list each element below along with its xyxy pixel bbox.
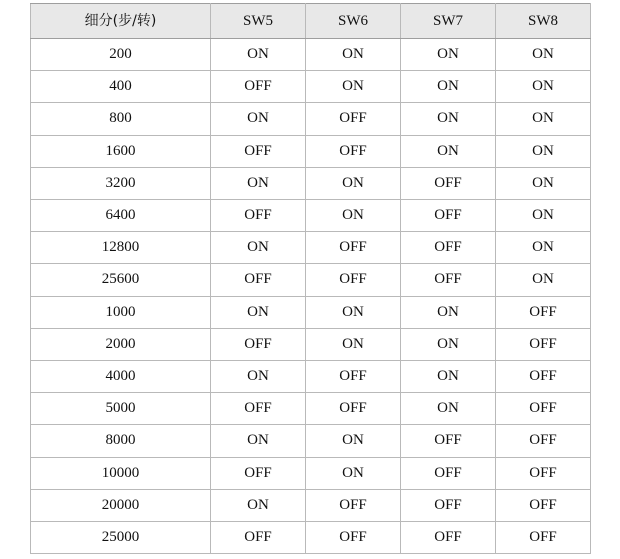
cell-sw7: ON [401,328,496,360]
cell-sw5: ON [211,361,306,393]
cell-sw7: OFF [401,167,496,199]
cell-sw6: ON [306,39,401,71]
cell-microstep: 8000 [31,425,211,457]
table-row [31,135,591,167]
cell-microstep: 800 [31,103,211,135]
cell-sw8: OFF [496,457,591,489]
cell-microstep: 5000 [31,393,211,425]
cell-sw8: OFF [496,522,591,554]
column-header-sw8: SW8 [496,4,591,39]
table-row [31,232,591,264]
cell-sw7: OFF [401,457,496,489]
table-row [31,264,591,296]
cell-sw5: ON [211,296,306,328]
column-header-microstep: 细分(步/转) [31,4,211,39]
cell-sw5: ON [211,232,306,264]
cell-sw5: ON [211,103,306,135]
cell-sw7: ON [401,361,496,393]
cell-sw6: OFF [306,264,401,296]
cell-microstep: 25600 [31,264,211,296]
table-row [31,296,591,328]
cell-sw6: ON [306,328,401,360]
cell-microstep: 400 [31,71,211,103]
cell-sw8: ON [496,232,591,264]
cell-sw6: ON [306,296,401,328]
cell-sw8: OFF [496,296,591,328]
table-row [31,39,591,71]
cell-microstep: 1600 [31,135,211,167]
table-row [31,522,591,554]
cell-sw6: OFF [306,135,401,167]
cell-sw8: OFF [496,328,591,360]
cell-sw5: OFF [211,264,306,296]
cell-sw6: ON [306,200,401,232]
cell-microstep: 200 [31,39,211,71]
cell-sw5: ON [211,425,306,457]
table-body [31,39,591,554]
cell-sw8: ON [496,264,591,296]
table-header-row [31,4,591,39]
cell-microstep: 12800 [31,232,211,264]
cell-sw6: OFF [306,393,401,425]
table-row [31,361,591,393]
table-row [31,200,591,232]
cell-sw5: OFF [211,71,306,103]
cell-sw5: OFF [211,200,306,232]
cell-sw7: OFF [401,200,496,232]
cell-sw5: ON [211,489,306,521]
cell-sw8: ON [496,135,591,167]
cell-sw6: ON [306,457,401,489]
cell-sw8: ON [496,71,591,103]
cell-sw7: ON [401,393,496,425]
cell-sw6: ON [306,425,401,457]
cell-sw5: OFF [211,393,306,425]
cell-sw5: OFF [211,522,306,554]
cell-sw7: OFF [401,489,496,521]
cell-microstep: 2000 [31,328,211,360]
cell-sw7: ON [401,39,496,71]
table-row [31,167,591,199]
cell-sw8: OFF [496,489,591,521]
table-row [31,489,591,521]
cell-sw8: OFF [496,425,591,457]
cell-sw7: OFF [401,264,496,296]
table-row [31,457,591,489]
cell-sw7: OFF [401,425,496,457]
cell-sw8: ON [496,167,591,199]
table-row [31,393,591,425]
table-row [31,103,591,135]
cell-sw6: ON [306,71,401,103]
cell-sw7: OFF [401,522,496,554]
cell-microstep: 6400 [31,200,211,232]
cell-sw8: OFF [496,393,591,425]
cell-sw7: ON [401,71,496,103]
cell-sw6: OFF [306,489,401,521]
cell-microstep: 4000 [31,361,211,393]
cell-sw6: OFF [306,103,401,135]
cell-sw5: OFF [211,135,306,167]
cell-sw6: OFF [306,361,401,393]
cell-sw5: ON [211,167,306,199]
cell-sw5: OFF [211,457,306,489]
cell-microstep: 25000 [31,522,211,554]
table-header [31,4,591,39]
cell-microstep: 1000 [31,296,211,328]
column-header-sw6: SW6 [306,4,401,39]
cell-microstep: 20000 [31,489,211,521]
cell-sw8: ON [496,39,591,71]
microstep-dip-switch-table [30,3,591,554]
cell-sw7: ON [401,296,496,328]
cell-sw8: OFF [496,361,591,393]
cell-microstep: 3200 [31,167,211,199]
cell-sw8: ON [496,200,591,232]
cell-sw6: OFF [306,232,401,264]
column-header-sw7: SW7 [401,4,496,39]
table-row [31,328,591,360]
cell-sw6: ON [306,167,401,199]
column-header-sw5: SW5 [211,4,306,39]
cell-sw7: ON [401,103,496,135]
cell-sw6: OFF [306,522,401,554]
cell-sw5: ON [211,39,306,71]
cell-microstep: 10000 [31,457,211,489]
cell-sw8: ON [496,103,591,135]
table-row [31,425,591,457]
cell-sw7: OFF [401,232,496,264]
table-row [31,71,591,103]
cell-sw7: ON [401,135,496,167]
cell-sw5: OFF [211,328,306,360]
